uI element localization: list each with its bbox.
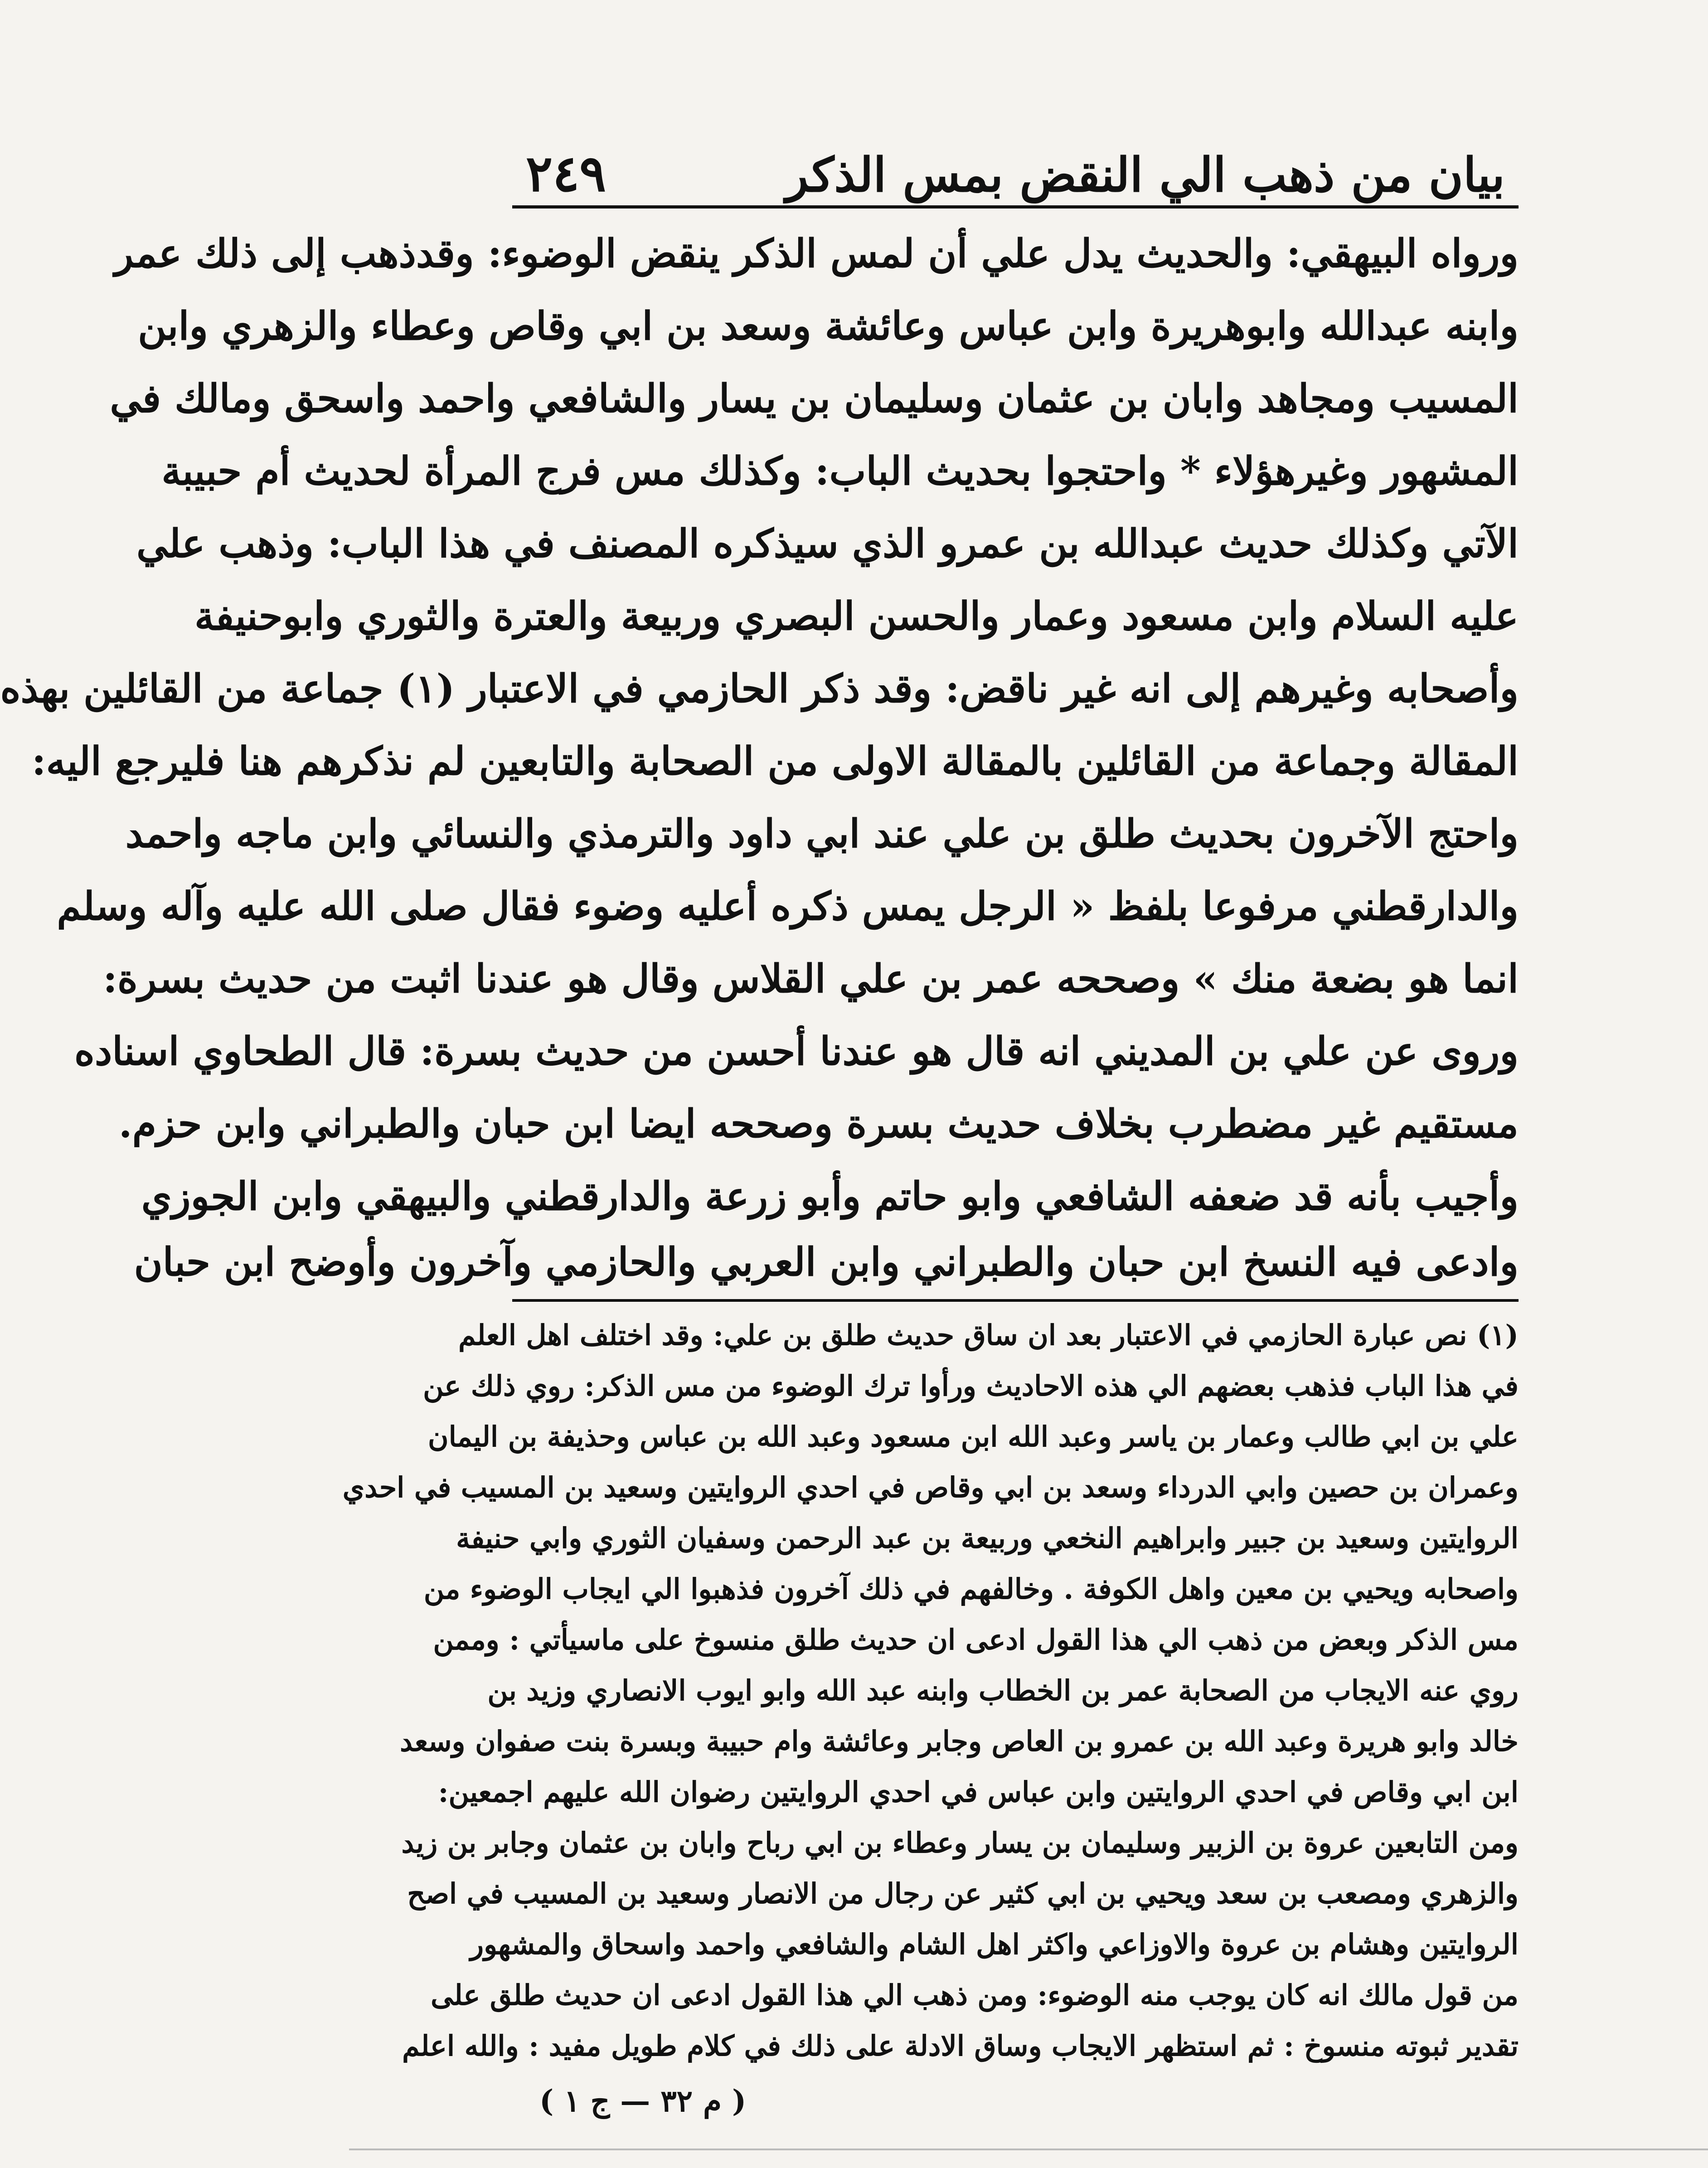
footnote-line: في هذا الباب فذهب بعضهم الي هذه الاحاديث ورأوا ترك الوضوء من مس الذكر: روي ذلك عن: [423, 1369, 1519, 1402]
footnote-line: من قول مالك انه كان يوجب منه الوضوء: ومن ذهب الي هذا القول ادعى ان حديث طلق على: [431, 1979, 1519, 2012]
text-line: وروى عن علي بن المديني انه قال هو عندنا أحسن من حديث بسرة: قال الطحاوي اسناده: [74, 1028, 1519, 1074]
footnote-line: واصحابه ويحيي بن معين واهل الكوفة . وخالفهم في ذلك آخرون فذهبوا الي ايجاب الوضوء من: [423, 1572, 1519, 1605]
footnote-line: ابن ابي وقاص في احدي الروايتين وابن عباس في احدي الروايتين رضوان الله عليهم اجمعين:: [438, 1775, 1519, 1809]
text-line: وادعى فيه النسخ ابن حبان والطبراني وابن العربي والحازمي وآخرون وأوضح ابن حبان: [134, 1239, 1519, 1285]
footnote-line: ومن التابعين عروة بن الزبير وسليمان بن يسار وعطاء بن ابي رباح وابان بن عثمان وجابر بن زيد: [401, 1826, 1519, 1859]
text-line: ورواه البيهقي: والحديث يدل علي أن لمس الذكر ينقض الوضوء: وقدذهب إلى ذلك عمر: [114, 231, 1519, 276]
footnote-line: علي بن ابي طالب وعمار بن ياسر وعبد الله ابن مسعود وعبد الله بن عباس وحذيفة بن اليمان: [428, 1420, 1519, 1453]
footnote-line: الروايتين وسعيد بن جبير وابراهيم النخعي وربيعة بن عبد الرحمن وسفيان الثوري وابي حنيفة: [456, 1522, 1519, 1555]
footnotes: [342, 1310, 1519, 2071]
page-content: [0, 127, 1519, 2126]
text-line: واحتج الآخرون بحديث طلق بن علي عند ابي داود والترمذي والنسائي وابن ماجه واحمد: [125, 811, 1519, 857]
text-line: المسيب ومجاهد وابان بن عثمان وسليمان بن يسار والشافعي واحمد واسحق ومالك في: [110, 376, 1519, 422]
footnote-line: وعمران بن حصين وابي الدرداء وسعد بن ابي وقاص في احدي الروايتين وسعيد بن المسيب في احدي: [342, 1471, 1519, 1504]
text-line: المشهور وغيرهؤلاء * واحتجوا بحديث الباب: وكذلك مس فرج المرأة لحديث أم حبيبة: [161, 448, 1519, 494]
main-text: [0, 218, 1519, 1292]
text-line: انما هو بضعة منك » وصححه عمر بن علي القلاس وقال هو عندنا اثبت من حديث بسرة:: [103, 956, 1519, 1002]
running-header: [512, 127, 1519, 209]
bottom-edge-line: [349, 2149, 1708, 2150]
footnote-line: والزهري ومصعب بن سعد ويحيي بن ابي كثير عن رجال من الانصار وسعيد بن المسيب في اصح: [407, 1877, 1519, 1910]
signature-text: ( م ٣٢ — ج ١ ): [539, 2083, 747, 2119]
footnote-line: روي عنه الايجاب من الصحابة عمر بن الخطاب وابنه عبد الله وابو ايوب الانصاري وزيد بن: [487, 1674, 1519, 1707]
running-title: بيان من ذهب الي النقض بمس الذكر: [786, 146, 1505, 203]
footnote-line: تقدير ثبوته منسوخ : ثم استظهر الايجاب وساق الادلة على ذلك في كلام طويل مفيد : والله اعلم: [402, 2029, 1519, 2062]
footnote-line: خالد وابو هريرة وعبد الله بن عمرو بن العاص وجابر وعائشة وام حبيبة وبسرة بنت صفوان وسعد: [400, 1725, 1519, 1758]
text-line: وأجيب بأنه قد ضعفه الشافعي وابو حاتم وأبو زرعة والدارقطني والبيهقي وابن الجوزي: [141, 1174, 1519, 1219]
footnote-divider: [512, 1299, 1519, 1302]
footnote-line: الروايتين وهشام بن عروة والاوزاعي واكثر اهل الشام والشافعي واحمد واسحاق والمشهور: [470, 1928, 1519, 1961]
page-number: ٢٤٩: [526, 144, 607, 203]
footnote-line: مس الذكر وبعض من ذهب الي هذا القول ادعى ان حديث طلق منسوخ على ماسيأتي : وممن: [433, 1623, 1519, 1656]
text-line: عليه السلام وابن مسعود وعمار والحسن البصري وربيعة والعترة والثوري وابوحنيفة: [194, 593, 1519, 639]
text-line: وابنه عبدالله وابوهريرة وابن عباس وعائشة وسعد بن ابي وقاص وعطاء والزهري وابن: [138, 303, 1519, 349]
printer-signature: [512, 2076, 1519, 2126]
text-line: مستقيم غير مضطرب بخلاف حديث بسرة وصححه ايضا ابن حبان والطبراني وابن حزم.: [118, 1101, 1519, 1147]
text-line: الآتي وكذلك حديث عبدالله بن عمرو الذي سيذكره المصنف في هذا الباب: وذهب علي: [136, 521, 1519, 567]
text-line: المقالة وجماعة من القائلين بالمقالة الاولى من الصحابة والتابعين لم نذكرهم هنا فليرجع اليه:: [31, 738, 1519, 784]
text-line: وأصحابه وغيرهم إلى انه غير ناقض: وقد ذكر الحازمي في الاعتبار (١) جماعة من القائلين بهذه: [0, 666, 1519, 712]
footnote-line: (١) نص عبارة الحازمي في الاعتبار بعد ان ساق حديث طلق بن علي: وقد اختلف اهل العلم: [458, 1319, 1519, 1352]
text-line: والدارقطني مرفوعا بلفظ « الرجل يمس ذكره أعليه وضوء فقال صلى الله عليه وآله وسلم: [57, 883, 1519, 929]
